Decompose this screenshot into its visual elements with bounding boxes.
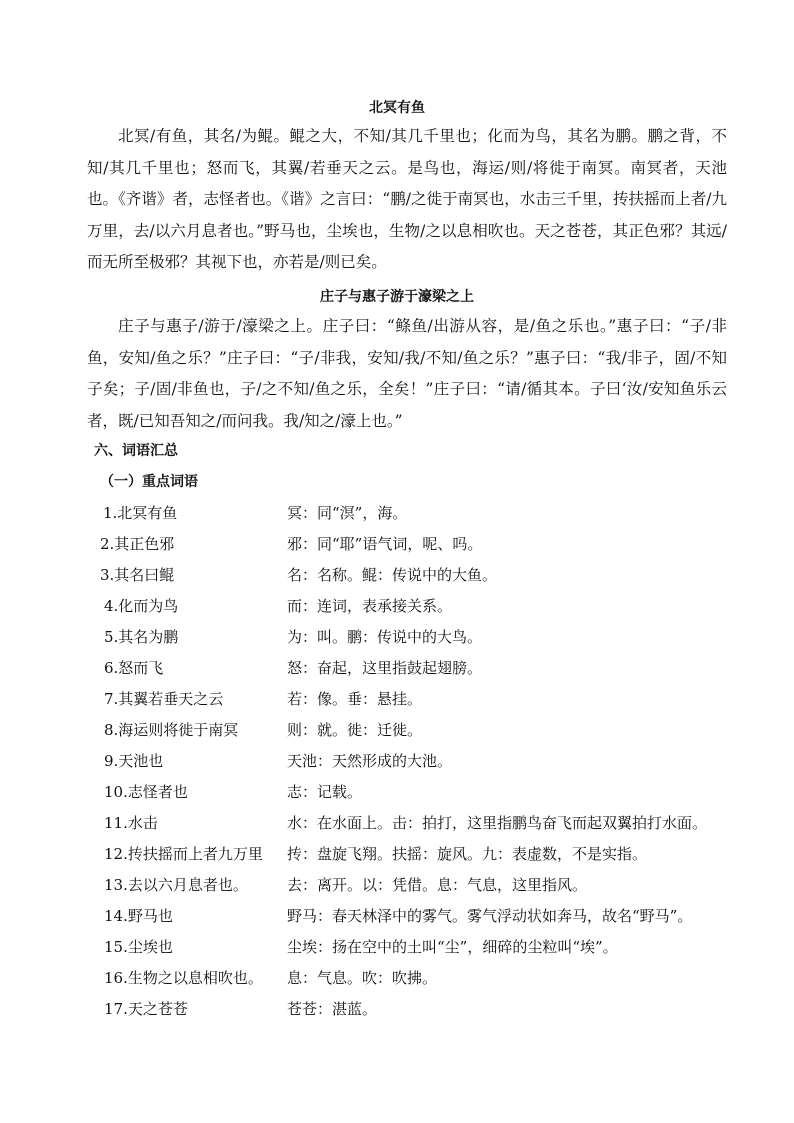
vocab-term: 5.其名为鹏 — [104, 628, 179, 646]
vocab-row — [0, 595, 794, 626]
vocab-definition: 尘埃：扬在空中的土叫“尘”，细碎的尘粒叫“埃”。 — [287, 938, 618, 956]
vocab-definition: 而：连词，表承接关系。 — [287, 597, 453, 615]
vocab-row — [0, 657, 794, 688]
vocab-term: 7.其翼若垂天之云 — [104, 690, 224, 708]
vocab-term: 3.其名曰鲲 — [100, 566, 175, 584]
section-heading-vocab-summary: 六、词语汇总 — [94, 443, 178, 459]
section-title-haoliang: 庄子与惠子游于濠梁之上 — [320, 289, 474, 305]
vocab-row — [0, 967, 794, 998]
vocab-term: 6.怒而飞 — [104, 659, 164, 677]
subheading-key-words: （一）重点词语 — [100, 474, 198, 490]
vocab-term: 1.北冥有鱼 — [103, 504, 178, 522]
vocab-term: 2.其正色邪 — [100, 535, 175, 553]
vocab-definition: 冥：同“溟”，海。 — [287, 504, 408, 522]
vocab-term: 4.化而为鸟 — [104, 597, 179, 615]
vocab-row — [0, 533, 794, 564]
vocab-definition: 息：气息。吹：吹拂。 — [287, 969, 438, 987]
vocab-term: 8.海运则将徙于南冥 — [104, 721, 239, 739]
vocab-term: 13.去以六月息者也。 — [104, 876, 248, 894]
vocab-row — [0, 688, 794, 719]
vocab-definition: 名：名称。鲲：传说中的大鱼。 — [287, 566, 498, 584]
vocab-definition: 野马：春天林泽中的雾气。雾气浮动状如奔马，故名“野马”。 — [287, 907, 693, 925]
vocab-row — [0, 719, 794, 750]
vocab-row — [0, 843, 794, 874]
vocab-row — [0, 812, 794, 843]
vocab-row — [0, 502, 794, 533]
vocab-term: 15.尘埃也 — [104, 938, 173, 956]
paragraph-haoliang: 庄子与惠子/游于/濠梁之上。庄子曰：“鲦鱼/出游从容，是/鱼之乐也。”惠子曰：“子/非鱼，安知/鱼之乐？”庄子曰：“子/非我，安知/我/不知/鱼之乐？”惠子曰：“我/非子，固/不知子矣；子/固/非鱼也，子/之不知/鱼之乐，全矣！”庄子曰：“请/循其本。子曰‘汝/安知鱼乐云者，既/已知吾知之/而问我。我/知之/濠上也。” — [87, 317, 727, 430]
vocab-row — [0, 936, 794, 967]
vocab-definition: 为：叫。鹏：传说中的大鸟。 — [287, 628, 483, 646]
vocab-definition: 水：在水面上。击：拍打，这里指鹏鸟奋飞而起双翼拍打水面。 — [287, 814, 708, 832]
vocab-term: 16.生物之以息相吹也。 — [104, 969, 263, 987]
vocab-definition: 志：记载。 — [287, 783, 363, 801]
vocab-definition: 抟：盘旋飞翔。扶摇：旋风。九：表虚数，不是实指。 — [287, 845, 648, 863]
vocab-row — [0, 998, 794, 1029]
vocab-definition: 则：就。徙：迁徙。 — [287, 721, 423, 739]
section-title-beiming: 北冥有鱼 — [369, 100, 425, 116]
vocab-row — [0, 626, 794, 657]
vocab-term: 11.水击 — [104, 814, 158, 832]
vocab-row — [0, 874, 794, 905]
vocab-term: 10.志怪者也 — [104, 783, 188, 801]
vocab-definition: 怒：奋起，这里指鼓起翅膀。 — [287, 659, 483, 677]
vocab-term: 14.野马也 — [104, 907, 173, 925]
vocab-definition: 天池：天然形成的大池。 — [287, 752, 453, 770]
vocab-row — [0, 750, 794, 781]
vocab-definition: 去：离开。以：凭借。息：气息，这里指风。 — [287, 876, 588, 894]
vocab-term: 17.天之苍苍 — [104, 1000, 188, 1018]
vocab-definition: 邪：同“耶”语气词，呢、吗。 — [287, 535, 483, 553]
vocab-definition: 若：像。垂：悬挂。 — [287, 690, 423, 708]
vocab-row — [0, 905, 794, 936]
vocab-term: 12.抟扶摇而上者九万里 — [104, 845, 263, 863]
vocab-term: 9.天池也 — [104, 752, 164, 770]
vocab-row — [0, 564, 794, 595]
paragraph-beiming: 北冥/有鱼，其名/为鲲。鲲之大，不知/其几千里也；化而为鸟，其名为鹏。鹏之背，不知/其几千里也；怒而飞，其翼/若垂天之云。是鸟也，海运/则/将徙于南冥。南冥者，天池也。《齐谐》者，志怪者也。《谐》之言曰：“鹏/之徙于南冥也，水击三千里，抟扶摇而上者/九万里，去/以六月息者也。”野马也，尘埃也，生物/之以息相吹也。天之苍苍，其正色邪？其远/而无所至极邪？其视下也，亦若是/则已矣。 — [87, 127, 727, 271]
vocab-row — [0, 781, 794, 812]
vocab-definition: 苍苍：湛蓝。 — [287, 1000, 378, 1018]
